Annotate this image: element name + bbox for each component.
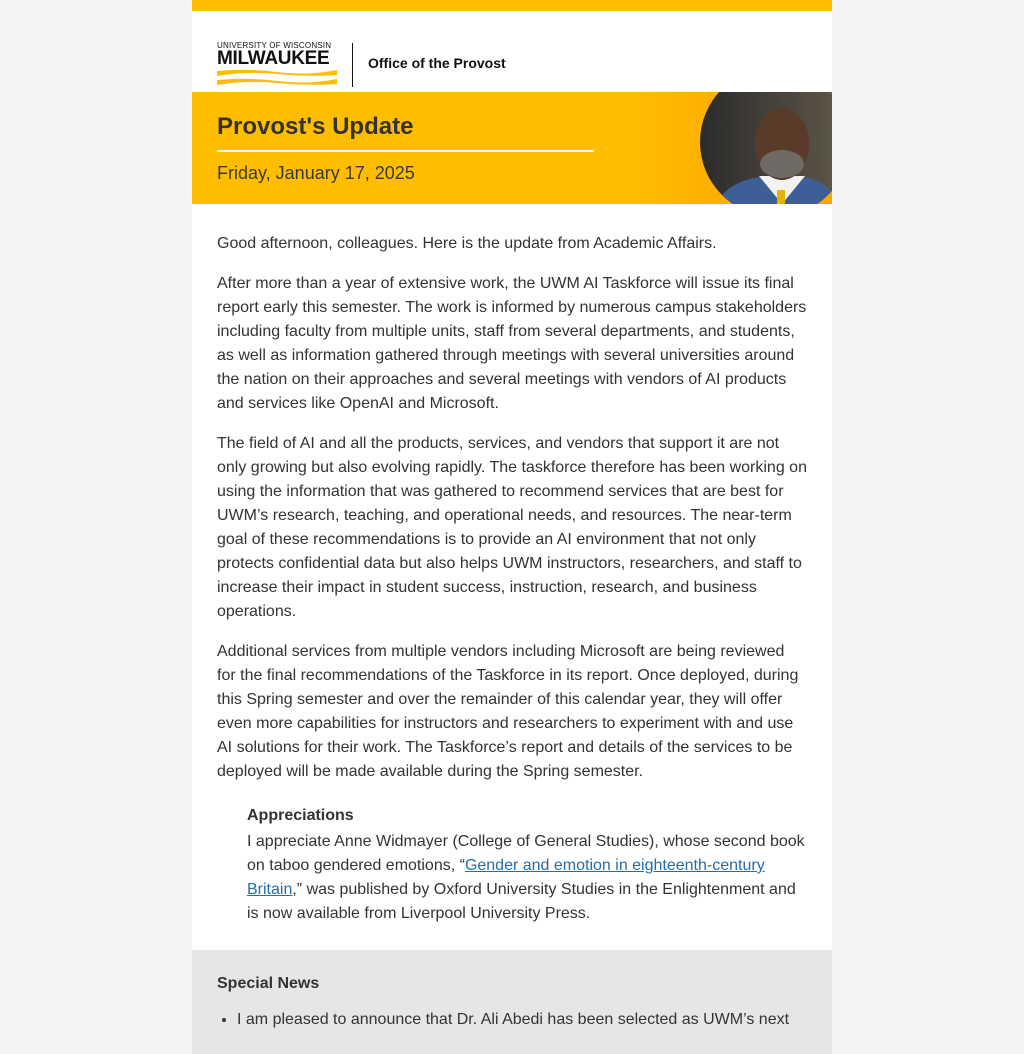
appreciations-text-before: I appreciate Anne Widmayer (College of General Studies), whose second book on taboo gendered emotions, “ <box>247 833 805 874</box>
list-item: • I am pleased to announce that Dr. Ali Abedi has been selected as UWM’s next <box>237 1008 807 1032</box>
title-rule <box>217 150 594 152</box>
top-accent-bar <box>192 0 832 11</box>
message-body <box>192 204 832 950</box>
special-news-section <box>192 950 832 1054</box>
logo-big-text: MILWAUKEE <box>217 48 330 69</box>
appreciations-text-after: ,” was published by Oxford University Studies in the Enlightenment and is now available from Liverpool University Press. <box>247 881 796 922</box>
paragraph: Good afternoon, colleagues. Here is the update from Academic Affairs. <box>217 235 717 252</box>
office-name: Office of the Provost <box>368 55 506 71</box>
appreciations-heading: Appreciations <box>247 807 354 824</box>
paragraph: Additional services from multiple vendors including Microsoft are being reviewed for the final recommendations of the Taskforce in its report. Once deployed, during this Spring semester and over the remainder of this calendar year, they will offer even more capabilities for instructors and researchers to experiment with and use AI solutions for their work. The Taskforce’s report and details of the services to be deployed will be made available during the Spring semester. <box>217 643 799 780</box>
page-title: Provost's Update <box>217 113 414 140</box>
uwm-logo[interactable] <box>217 42 337 87</box>
issue-date: Friday, January 17, 2025 <box>217 163 415 183</box>
book-link[interactable]: Gender and emotion in eighteenth-century Britain <box>247 857 765 898</box>
provost-photo <box>697 92 832 204</box>
header-divider <box>352 43 353 87</box>
masthead <box>192 11 832 92</box>
special-news-heading: Special News <box>217 975 320 992</box>
appreciations-text <box>247 830 807 926</box>
logo-waves-icon <box>217 68 337 88</box>
logo-small-text: UNIVERSITY OF WISCONSIN <box>217 41 332 50</box>
appreciations-section <box>247 804 807 926</box>
paragraph: The field of AI and all the products, services, and vendors that support it are not only growing but also evolving rapidly. The taskforce therefore has been working on using the information that was gathered to recommend services that are best for UWM’s research, teaching, and operational needs, and resources. The near-term goal of these recommendations is to provide an AI environment that not only protects confidential data but also helps UWM instructors, researchers, and staff to increase their impact in student success, instruction, research, and business operations. <box>217 435 807 620</box>
banner <box>192 92 832 204</box>
email-container <box>192 0 832 1054</box>
paragraph: After more than a year of extensive work, the UWM AI Taskforce will issue its final report early this semester. The work is informed by numerous campus stakeholders including faculty from multiple units, staff from several departments, and students, as well as information gathered through meetings with several universities around the nation on their approaches and several meetings with vendors of AI products and services like OpenAI and Microsoft. <box>217 275 807 412</box>
